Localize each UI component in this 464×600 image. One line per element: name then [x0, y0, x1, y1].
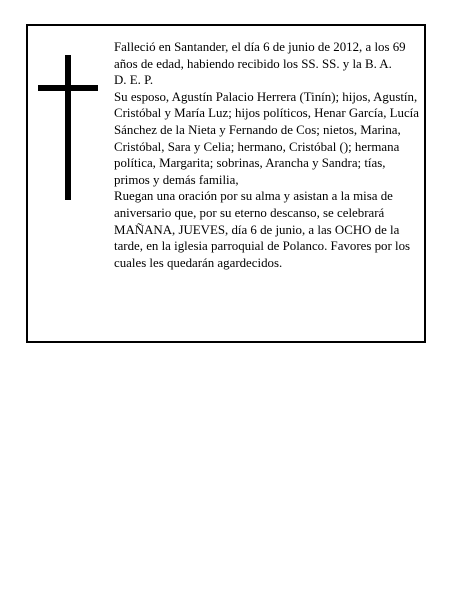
- rest-in-peace: D. E. P.: [114, 73, 154, 88]
- mass-invitation: Ruegan una oración por su alma y asistan a la misa de aniversario que, por su eterno descanso, se celebrará MAÑANA, JUEVES, día 6 de junio, a las OCHO de la tarde, en la iglesia parroquial de Polanco. Favores por los cuales les quedarán agardecidos.: [114, 189, 411, 270]
- cross-vertical-bar: [65, 55, 71, 200]
- obituary-notice: [26, 24, 426, 343]
- latin-cross-icon: [38, 55, 98, 200]
- cross-horizontal-bar: [38, 85, 98, 91]
- family-list: Su esposo, Agustín Palacio Herrera (Tinín); hijos, Agustín, Cristóbal y María Luz; hijos políticos, Henar García, Lucía Sánchez de la Nieta y Fernando de Cos; nietos, Marina, Cristóbal, Sara y Celia; hermano, Cristóbal (); hermana política, Margarita; sobrinas, Arancha y Sandra; tías, primos y demás familia,: [114, 89, 419, 187]
- obituary-text: [114, 39, 424, 271]
- death-announcement: Falleció en Santander, el día 6 de junio de 2012, a los 69 años de edad, habiendo recibido los SS. SS. y la B. A.: [114, 40, 406, 71]
